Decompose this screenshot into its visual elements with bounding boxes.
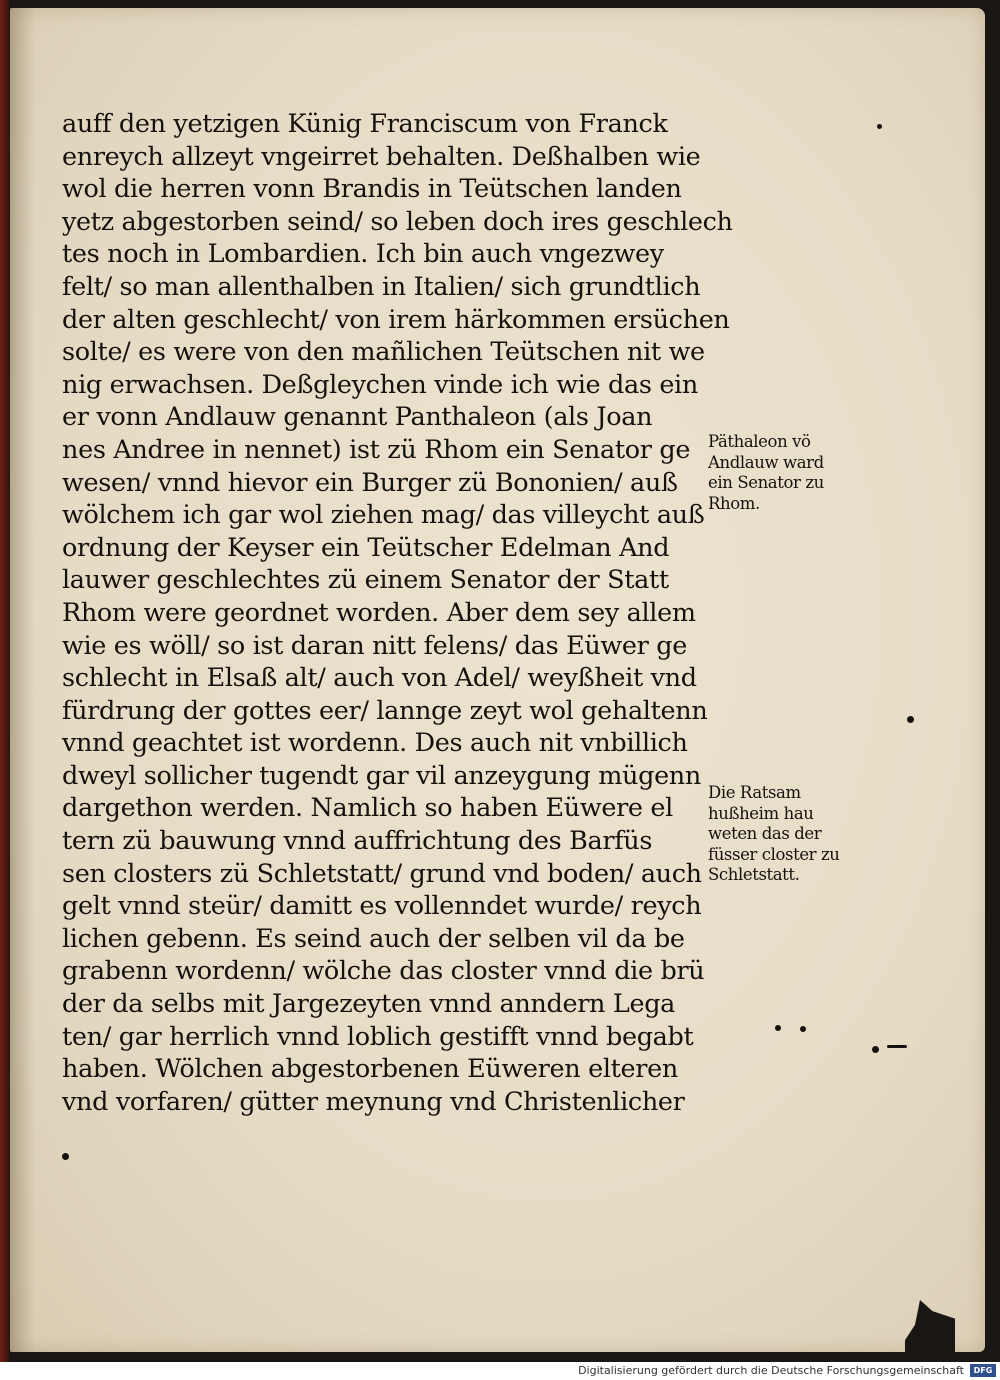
marginal-note-line: weten das der — [708, 824, 822, 843]
ink-speck — [800, 1026, 806, 1032]
text-line: grabenn wordenn/ wölche das closter vnnd die brü — [62, 956, 705, 987]
ink-speck — [775, 1025, 781, 1031]
text-line: tern zü bauwung vnnd auffrichtung des Barfüs — [62, 826, 653, 857]
text-line: ordnung der Keyser ein Teütscher Edelman And — [62, 532, 670, 563]
main-text-block — [62, 108, 733, 1118]
ink-speck — [877, 124, 882, 129]
text-line: nig erwachsen. Deßgleychen vinde ich wie das ein — [62, 369, 698, 400]
text-line: er vonn Andlauw genannt Panthaleon (als Joan — [62, 402, 653, 433]
text-line: gelt vnnd steür/ damitt es vollenndet wurde/ reych — [62, 891, 702, 922]
text-line: auff den yetzigen Künig Franciscum von Franck — [62, 109, 668, 139]
text-line: sen closters zü Schletstatt/ grund vnd boden/ auch — [62, 858, 702, 889]
text-line: Rhom were geordnet worden. Aber dem sey allem — [62, 597, 696, 628]
text-line: ten/ gar herrlich vnnd loblich gestifft vnnd begabt — [62, 1021, 694, 1052]
text-line: dweyl sollicher tugendt gar vil anzeygung mügenn — [62, 760, 701, 791]
marginal-note-line: füsser closter zu — [708, 844, 840, 864]
text-line: der alten geschlecht/ von irem härkommen ersüchen — [62, 304, 730, 335]
ink-speck — [887, 1045, 907, 1048]
text-line: dargethon werden. Namlich so haben Eüwere el — [62, 793, 673, 824]
text-line: schlecht in Elsaß alt/ auch von Adel/ weyßheit vnd — [62, 663, 697, 694]
text-line: nes Andree in nennet) ist zü Rhom ein Senator ge — [62, 434, 691, 465]
text-line: yetz abgestorben seind/ so leben doch ires geschlech — [62, 206, 733, 237]
text-line: vnnd geachtet ist wordenn. Des auch nit vnbillich — [62, 728, 688, 759]
gutter-shadow — [10, 8, 36, 1352]
text-line: wie es wöll/ so ist daran nitt felens/ das Eüwer ge — [62, 630, 687, 661]
text-line: fürdrung der gottes eer/ lannge zeyt wol gehaltenn — [62, 695, 708, 726]
text-line: felt/ so man allenthalben in Italien/ sich grundtlich — [62, 271, 701, 302]
text-line: solte/ es were von den mañlichen Teütschen nit we — [62, 337, 705, 368]
marginal-note-line: hußheim hau — [708, 803, 814, 823]
text-line: wol die herren vonn Brandis in Teütschen landen — [62, 174, 682, 205]
text-line: vnd vorfaren/ gütter meynung vnd Christenlicher — [62, 1086, 685, 1117]
text-line: der da selbs mit Jargezeyten vnnd anndern Lega — [62, 989, 676, 1020]
marginal-note-line: Schletstatt. — [708, 865, 800, 884]
ink-speck — [907, 716, 914, 723]
marginal-note-line: ein Senator zu — [708, 473, 824, 492]
marginal-note-line: Rhom. — [708, 493, 760, 513]
text-line: haben. Wölchen abgestorbenen Eüweren elteren — [62, 1054, 678, 1085]
marginal-note-line: Päthaleon vö — [708, 432, 811, 451]
text-line: lichen gebenn. Es seind auch der selben vil da be — [62, 923, 685, 954]
text-line: wesen/ vnnd hievor ein Burger zü Bononien/ auß — [62, 467, 678, 498]
funding-credit: Digitalisierung gefördert durch die Deutsche Forschungsgemeinschaft — [578, 1364, 964, 1377]
marginal-note-line: Die Ratsam — [708, 783, 801, 802]
text-line: tes noch in Lombardien. Ich bin auch vngezwey — [62, 239, 664, 270]
text-line: wölchem ich gar wol ziehen mag/ das villeycht auß — [62, 500, 705, 531]
ink-speck — [872, 1046, 879, 1053]
dfg-logo: DFG — [970, 1364, 996, 1377]
marginal-note-panthaleon — [708, 432, 858, 514]
book-binding-edge — [0, 0, 9, 1362]
text-line: enreych allzeyt vngeirret behalten. Deßhalben wie — [62, 141, 701, 172]
ink-speck — [62, 1153, 69, 1160]
text-line: lauwer geschlechtes zü einem Senator der Statt — [62, 565, 669, 596]
marginal-note-ratsamhausen — [708, 783, 858, 886]
marginal-note-line: Andlauw ward — [708, 452, 824, 472]
